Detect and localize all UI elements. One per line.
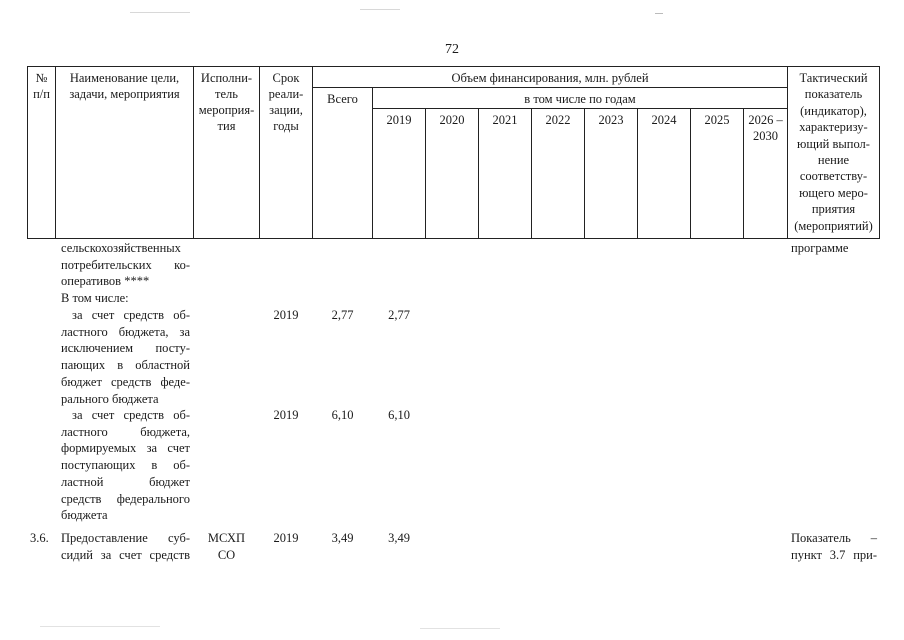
page-number: 72: [445, 42, 459, 57]
header-year: 2020: [439, 113, 465, 127]
row-text-line: исключением посту-: [61, 341, 190, 356]
header-year: 2019: [386, 113, 412, 127]
row-indicator: программе: [791, 241, 849, 255]
header-by-years: в том числе по годам: [524, 92, 636, 106]
row-text-line: рального бюджета: [61, 391, 159, 406]
row-text-line: потребительских ко-: [61, 257, 190, 272]
header-name: Наименование цели, задачи, мероприятия: [69, 71, 180, 101]
row-term: 2019: [273, 308, 299, 322]
header-funding: Объем финансирования, млн. рублей: [451, 71, 649, 85]
row-text-line: бюджета: [61, 508, 108, 523]
row-text-line: оперативов ****: [61, 274, 150, 289]
header-term: Срок реали- зации, годы: [268, 71, 304, 133]
header-total: Всего: [327, 92, 358, 106]
header-year: 2026 – 2030: [748, 113, 783, 143]
including-label: В том числе:: [61, 291, 129, 305]
row-text-line: за счет средств об-: [72, 308, 190, 322]
row-text-line: формируемых за счет: [61, 441, 190, 456]
header-year: 2022: [545, 113, 571, 127]
row-term: 2019: [273, 408, 299, 422]
row-text-line: Предоставление суб-: [61, 531, 190, 545]
row-2019: 6,10: [388, 408, 410, 422]
header-num: № п/п: [33, 71, 50, 101]
row-text-line: ластного бюджета,: [61, 424, 190, 439]
row-text-line: пающих в областной: [61, 358, 190, 373]
header-indicator: Тактический показатель (индикатор), характеризу- ющий выпол- нение соответству- ющего меро- приятия (мероприятий): [794, 71, 873, 233]
row-text-line: ластного бюджета, за: [61, 324, 190, 339]
row-text-line: поступающих в об-: [61, 458, 190, 473]
header-year: 2025: [704, 113, 730, 127]
row-indicator-line: пункт 3.7 при-: [791, 547, 877, 562]
row-term: 2019: [273, 531, 299, 545]
row-text-line: ластной бюджет: [61, 474, 190, 489]
header-year: 2024: [651, 113, 677, 127]
header-year: 2021: [492, 113, 518, 127]
row-text-line: бюджет средств феде-: [61, 374, 190, 389]
row-text-line: средств федерального: [61, 491, 190, 506]
row-text-line: сидий за счет средств: [61, 547, 190, 562]
row-total: 2,77: [331, 308, 354, 322]
row-2019: 2,77: [388, 308, 410, 322]
row-text-line: за счет средств об-: [72, 408, 190, 422]
row-text-line: сельскохозяйственных: [61, 241, 181, 255]
row-2019: 3,49: [388, 531, 410, 545]
header-executor: Исполни- тель мероприя- тия: [198, 71, 255, 133]
row-total: 6,10: [331, 408, 354, 422]
row-indicator-line: Показатель –: [791, 531, 877, 545]
row-number: 3.6.: [30, 531, 49, 545]
row-total: 3,49: [331, 531, 354, 545]
header-year: 2023: [598, 113, 624, 127]
row-executor: МСХП СО: [207, 531, 246, 562]
